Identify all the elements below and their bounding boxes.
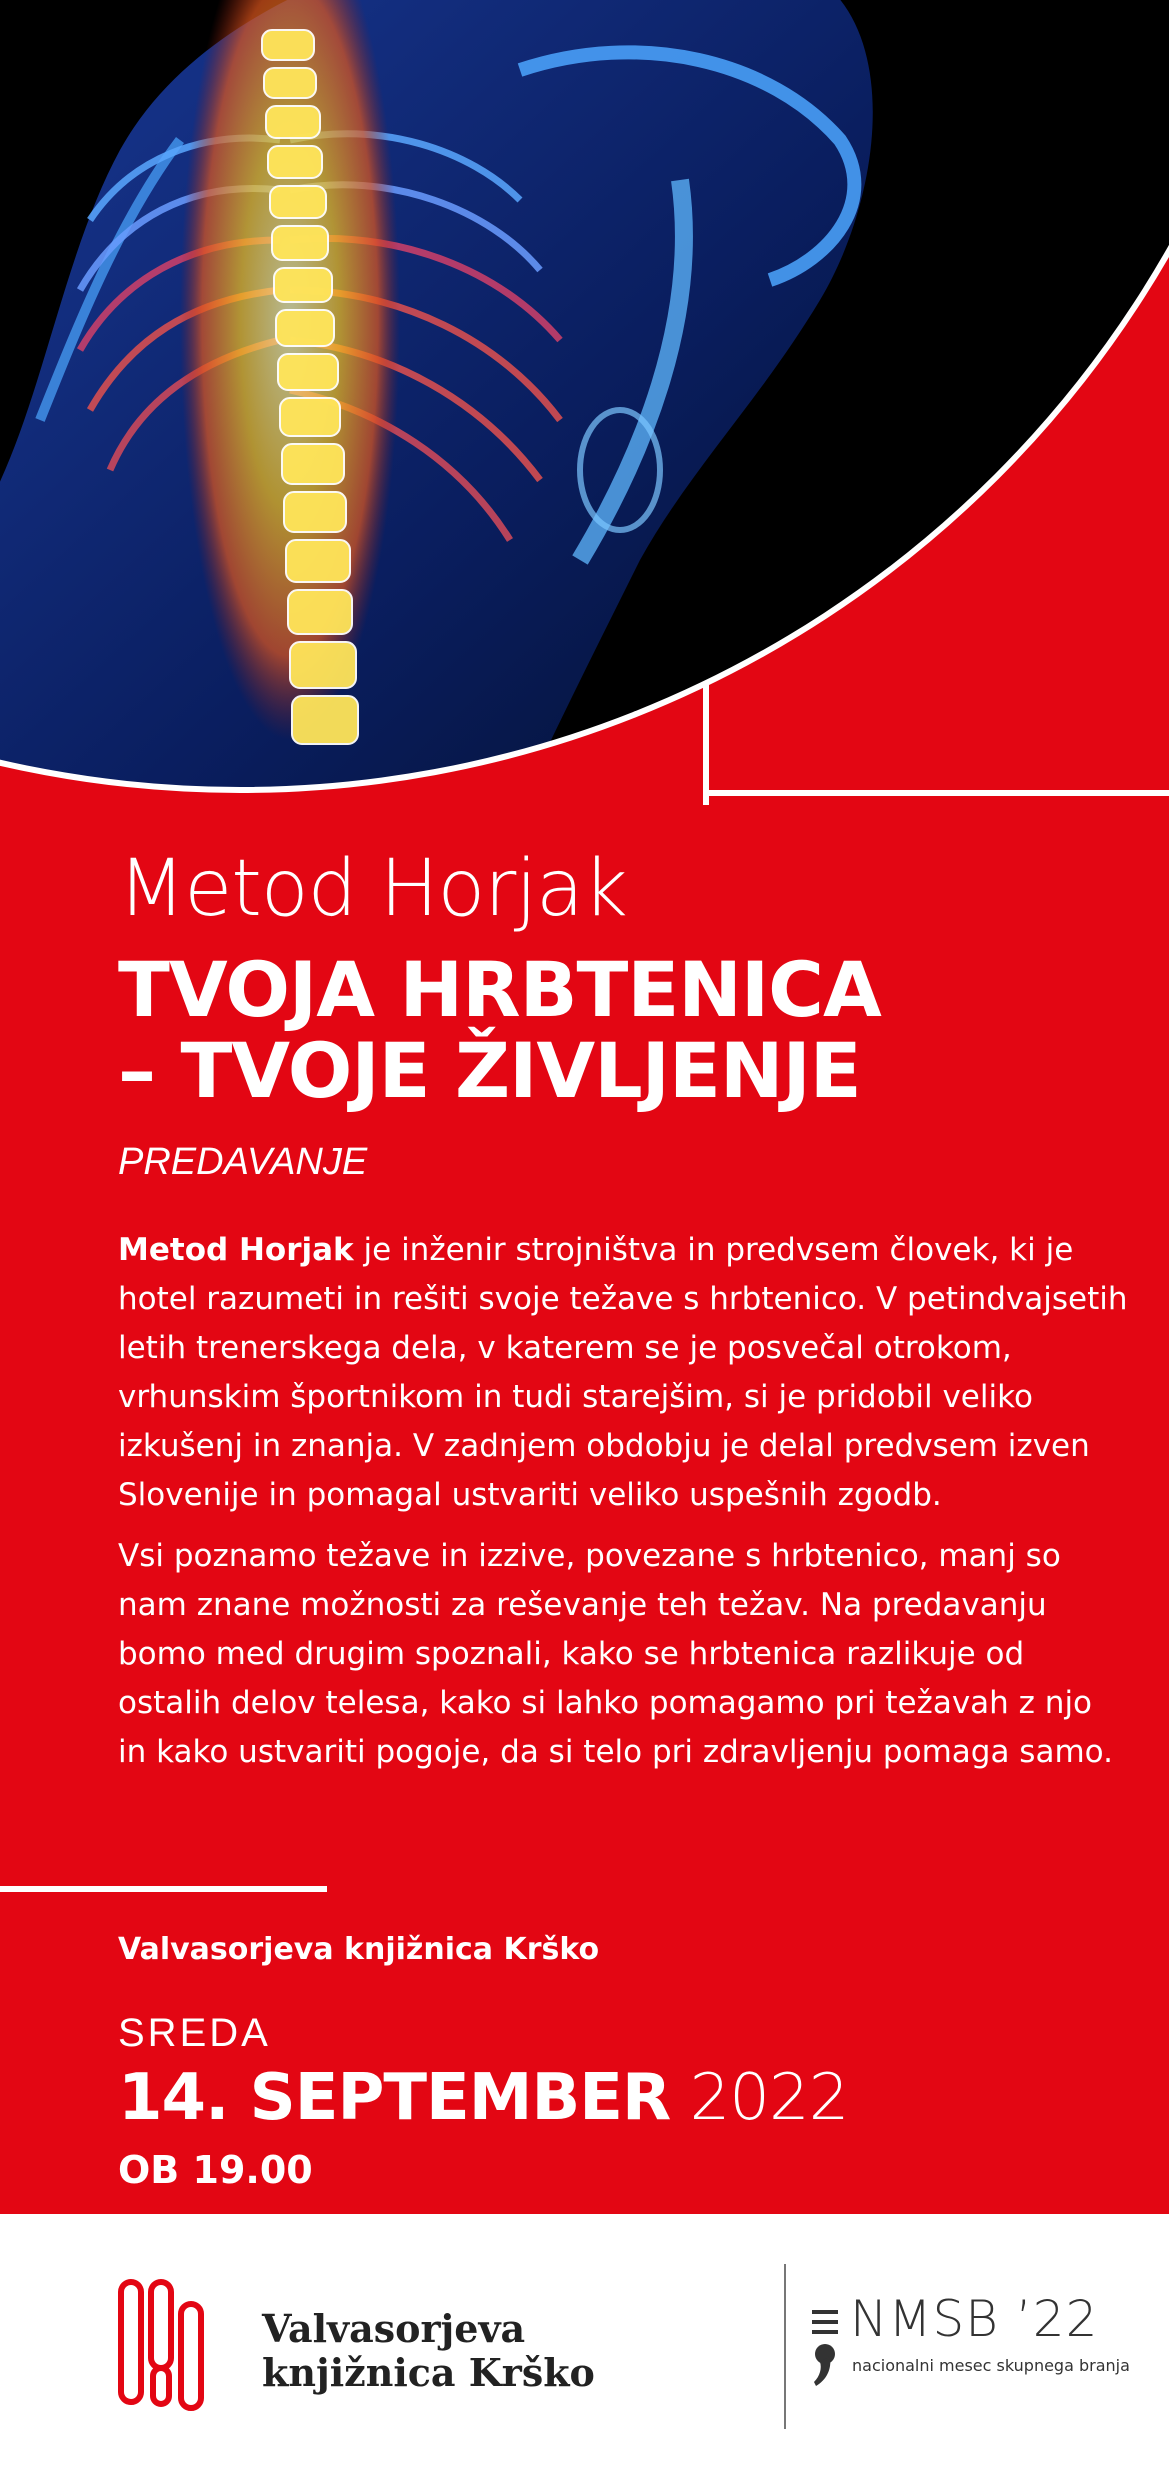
main-content <box>118 844 1128 1789</box>
event-time: OB 19.00 <box>118 2148 313 2192</box>
title-line-1: TVOJA HRBTENICA <box>118 945 881 1034</box>
lecture-title <box>118 945 1128 1115</box>
description <box>118 1226 1128 1777</box>
event-date <box>118 2061 849 2135</box>
library-logo-icon <box>115 2276 225 2421</box>
spine-xray-illustration <box>0 0 1169 805</box>
paragraph-1 <box>118 1226 1128 1520</box>
event-type: PREDAVANJE <box>118 1141 368 1184</box>
hero-illustration <box>0 0 1169 805</box>
paragraph-1-text: je inženir strojništva in predvsem človek, ki je hotel razumeti in rešiti svoje težave s hrbtenico. V petindvajsetih letih trenerskega dela, v katerem se je posvečal otrokom, vrhunskim športnikom in tudi starejšim, si je pridobil veliko izkušenj in znanja. V zadnjem obdobju je delal predvsem izven Slovenije in pomagal ustvariti veliko uspešnih zgodb. <box>118 1232 1128 1513</box>
venue: Valvasorjeva knjižnica Krško <box>118 1932 600 1967</box>
nmsb-title: NMSB ’22 <box>850 2290 1099 2348</box>
title-line-2: – TVOJE ŽIVLJENJE <box>118 1025 861 1115</box>
footer <box>0 2214 1169 2480</box>
event-date-bold: 14. SEPTEMBER <box>118 2061 671 2135</box>
event-year: 2022 <box>689 2061 849 2135</box>
logo-line-1: Valvasorjeva <box>262 2306 526 2351</box>
nmsb-subtitle: nacionalni mesec skupnega branja <box>852 2356 1130 2375</box>
footer-divider <box>784 2264 786 2429</box>
library-logo-text <box>262 2307 595 2395</box>
event-day: SREDA <box>118 2011 271 2055</box>
speaker-name: Metod Horjak <box>118 844 627 934</box>
divider-line <box>0 1886 327 1892</box>
paragraph-2: Vsi poznamo težave in izzive, povezane s hrbtenico, manj so nam znane možnosti za reševanje teh težav. Na predavanju bomo med drugim spoznali, kako se hrbtenica razlikuje od ostalih delov telesa, kako si lahko pomagamo pri težavah z njo in kako ustvariti pogoje, da si telo pri zdravljenju pomaga samo. <box>118 1537 1113 1770</box>
semicolon-mark-icon <box>808 2310 842 2386</box>
logo-line-2: knjižnica Krško <box>262 2350 595 2396</box>
event-details <box>118 1932 848 2192</box>
paragraph-1-bold: Metod Horjak <box>118 1232 354 1269</box>
